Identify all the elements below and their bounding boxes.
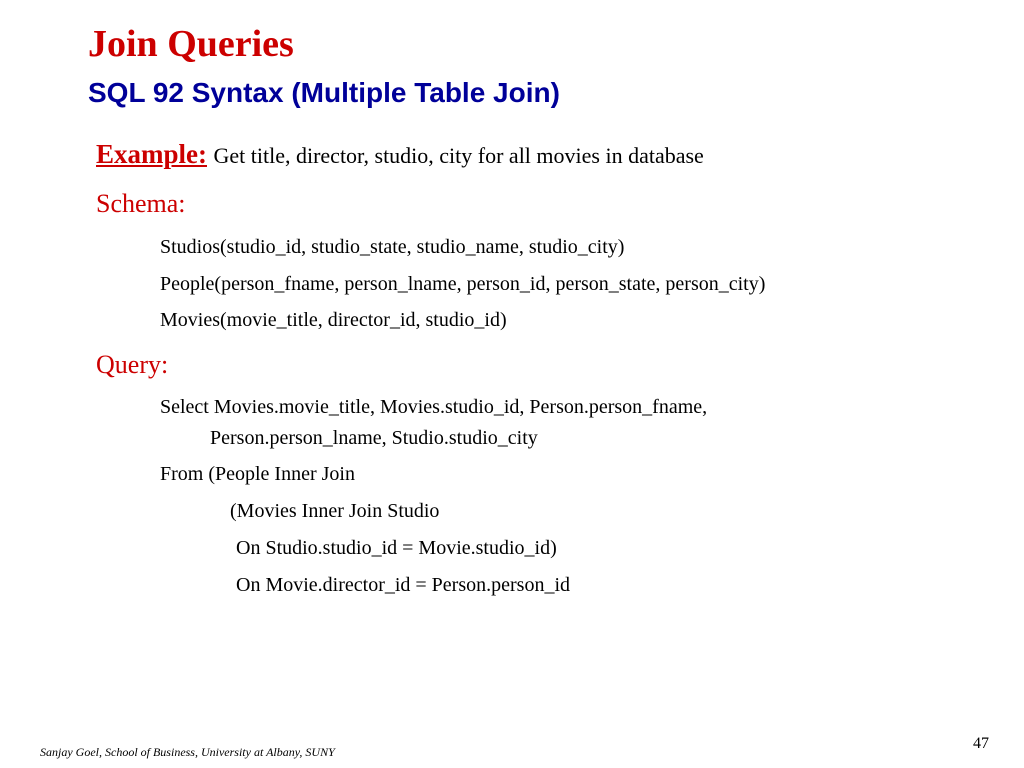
schema-line-studios: Studios(studio_id, studio_state, studio_name, studio_city)	[160, 236, 625, 258]
schema-label: Schema:	[96, 189, 186, 218]
page-number: 47	[973, 735, 989, 752]
query-line-inner-join: (Movies Inner Join Studio	[230, 500, 440, 522]
query-line-on-director: On Movie.director_id = Person.person_id	[236, 574, 571, 596]
query-line-from: From (People Inner Join	[160, 463, 355, 485]
example-text: Get title, director, studio, city for all movies in database	[213, 143, 704, 168]
slide-title: Join Queries	[88, 23, 294, 65]
footer-author: Sanjay Goel, School of Business, University at Albany, SUNY	[40, 745, 335, 759]
query-label: Query:	[96, 350, 169, 379]
schema-line-movies: Movies(movie_title, director_id, studio_id)	[160, 309, 507, 331]
query-line-select-cont: Person.person_lname, Studio.studio_city	[210, 427, 538, 449]
query-line-select: Select Movies.movie_title, Movies.studio_id, Person.person_fname,	[160, 396, 708, 418]
example-label: Example:	[96, 139, 207, 169]
slide-subtitle: SQL 92 Syntax (Multiple Table Join)	[88, 77, 560, 108]
example-line	[96, 140, 704, 170]
schema-line-people: People(person_fname, person_lname, person_id, person_state, person_city)	[160, 273, 766, 295]
query-line-on-studio: On Studio.studio_id = Movie.studio_id)	[236, 537, 557, 559]
